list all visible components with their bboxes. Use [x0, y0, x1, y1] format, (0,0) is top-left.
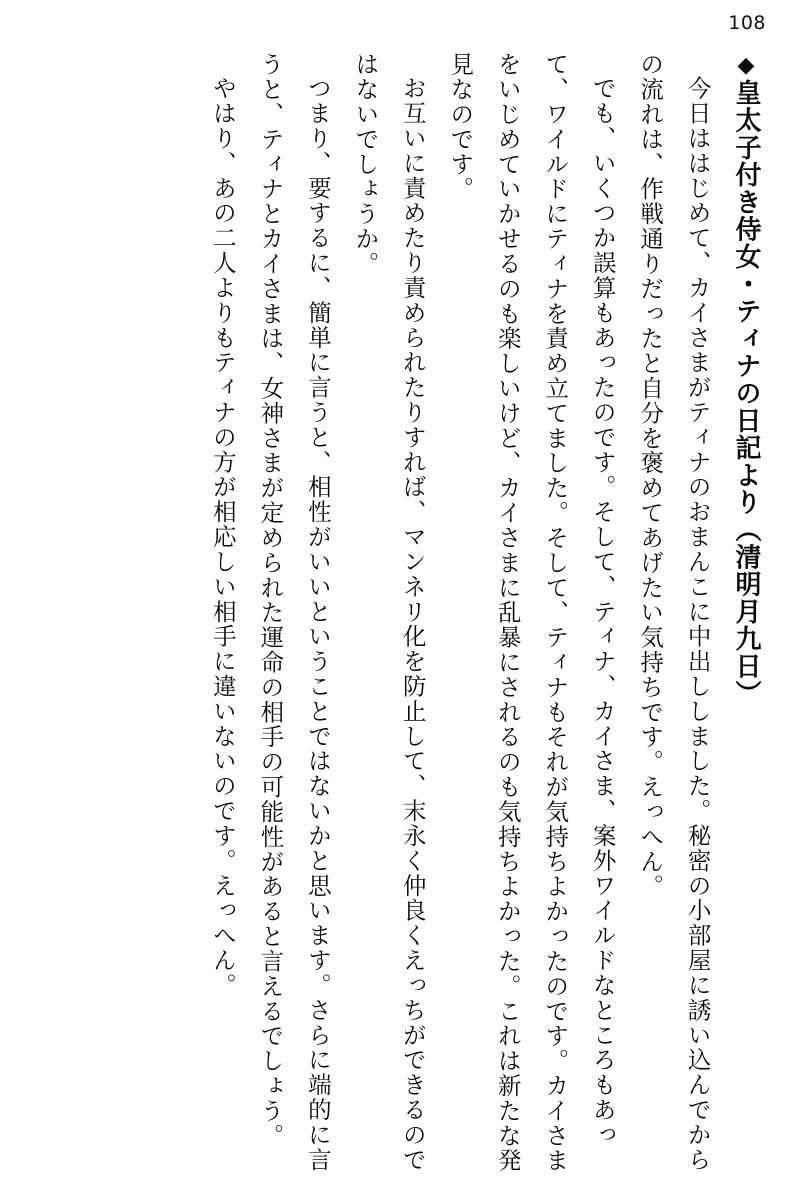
diamond-bullet-icon: ◆ [733, 52, 759, 80]
page-number: 108 [728, 12, 766, 34]
vertical-text-body [48, 52, 770, 1180]
paragraph: お互いに責めたり責められたりすれば、マンネリ化を防止して、末永く仲良くえっちができるのではないでしょうか。 [351, 52, 427, 1172]
section-heading [721, 52, 770, 1180]
paragraph: やはり、あの二人よりもティナの方が相応しい相手に違いないのです。えっへん。 [208, 75, 237, 998]
section-heading-text: 皇太子付き侍女・ティナの日記より（清明月九日） [731, 79, 761, 708]
paragraph: つまり、要するに、簡単に言うと、相性がいいということではないかと思います。さらに端的に言うと、ティナとカイさまは、女神さまが定められた運命の相手の可能性があると言えるでしょう。 [256, 52, 332, 1172]
paragraph: 今日ははじめて、カイさまがティナのおまんこに中出ししました。秘密の小部屋に誘い込んでからの流れは、作戦通りだったと自分を褒めてあげたい気持ちです。えっへん。 [636, 52, 712, 1172]
paragraph: でも、いくつか誤算もあったのです。そして、ティナ、カイさま、案外ワイルドなところもあって、ワイルドにティナを責め立てました。そして、ティナもそれが気持ちよかったのです。カイさまをいじめていかせるのも楽しいけど、カイさまに乱暴にされるのも気持ちよかった。これは新たな発見なのです。 [446, 52, 617, 1173]
